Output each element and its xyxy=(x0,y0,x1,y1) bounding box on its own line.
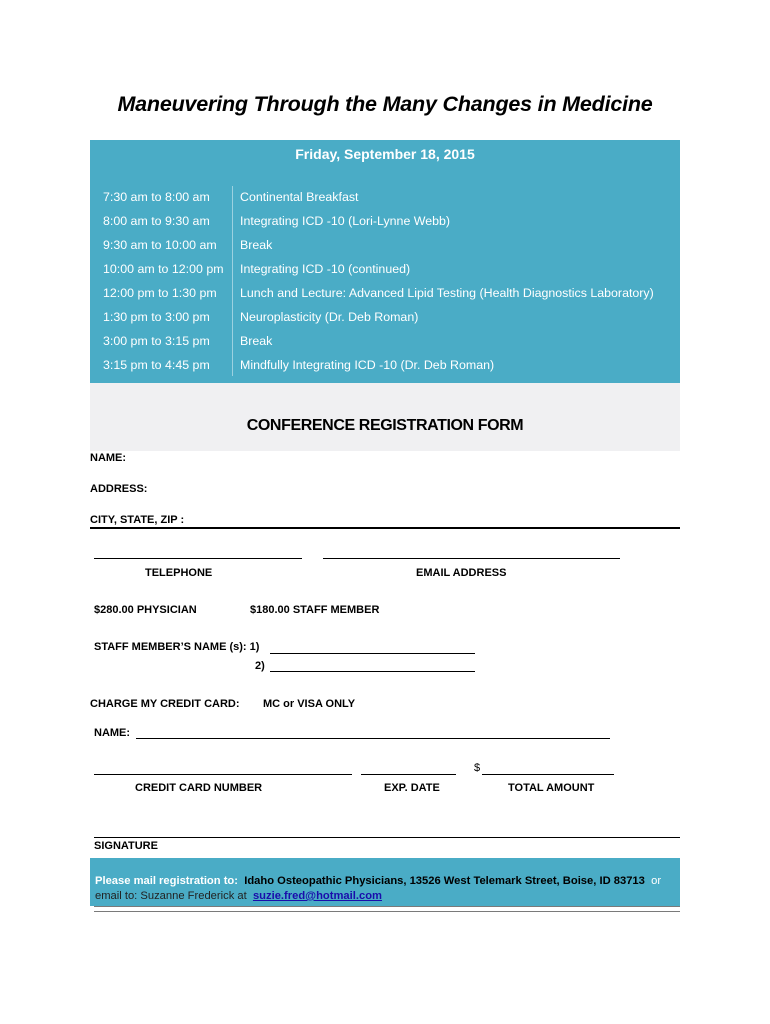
card-number-line[interactable] xyxy=(94,774,352,775)
schedule-event: Integrating ICD -10 (Lori-Lynne Webb) xyxy=(240,214,451,228)
name-label: NAME: xyxy=(90,452,127,464)
schedule-row xyxy=(90,214,680,234)
schedule-event: Lunch and Lecture: Advanced Lipid Testing (Health Diagnostics Laboratory) xyxy=(240,286,654,300)
staff-name-2-line[interactable] xyxy=(270,671,475,672)
exp-date-line[interactable] xyxy=(361,774,456,775)
telephone-label: TELEPHONE xyxy=(145,567,213,579)
staff-fee: $180.00 STAFF MEMBER xyxy=(250,604,380,616)
schedule-time: 3:15 pm to 4:45 pm xyxy=(103,358,210,372)
city-field-line[interactable] xyxy=(90,527,680,529)
email-line xyxy=(95,890,382,902)
schedule-row xyxy=(90,334,680,354)
email-link[interactable]: suzie.fred@hotmail.com xyxy=(252,890,382,902)
schedule-row xyxy=(90,358,680,378)
schedule-event: Continental Breakfast xyxy=(240,190,359,204)
physician-fee: $280.00 PHYSICIAN xyxy=(94,604,197,616)
schedule-event: Break xyxy=(240,334,273,348)
schedule-event: Neuroplasticity (Dr. Deb Roman) xyxy=(240,310,419,324)
card-number-label: CREDIT CARD NUMBER xyxy=(135,782,263,794)
total-amount-line[interactable] xyxy=(482,774,614,775)
schedule-time: 8:00 am to 9:30 am xyxy=(103,214,210,228)
schedule-event: Mindfully Integrating ICD -10 (Dr. Deb Roman) xyxy=(240,358,495,372)
card-types-note: MC or VISA ONLY xyxy=(263,698,356,710)
schedule-time: 1:30 pm to 3:00 pm xyxy=(103,310,210,324)
schedule-time: 12:00 pm to 1:30 pm xyxy=(103,286,217,300)
card-name-line[interactable] xyxy=(136,738,610,739)
schedule-date: Friday, September 18, 2015 xyxy=(295,146,475,162)
mail-divider xyxy=(94,911,680,912)
mail-divider xyxy=(94,906,680,907)
email-address-label: EMAIL ADDRESS xyxy=(416,567,507,579)
email-field-line[interactable] xyxy=(323,558,620,559)
schedule-time: 9:30 am to 10:00 am xyxy=(103,238,217,252)
charge-card-label: CHARGE MY CREDIT CARD: xyxy=(90,698,240,710)
schedule-panel xyxy=(90,140,680,383)
exp-date-label: EXP. DATE xyxy=(384,782,440,794)
form-title: CONFERENCE REGISTRATION FORM xyxy=(246,417,524,434)
schedule-row xyxy=(90,190,680,210)
city-state-zip-label: CITY, STATE, ZIP : xyxy=(90,514,185,526)
page-title: Maneuvering Through the Many Changes in Medicine xyxy=(117,92,653,116)
mail-lead: Please mail registration to: xyxy=(95,875,238,887)
mail-address: Idaho Osteopathic Physicians, 13526 West Telemark Street, Boise, ID 83713 xyxy=(244,875,645,887)
schedule-time: 10:00 am to 12:00 pm xyxy=(103,262,224,276)
registration-header-band xyxy=(90,383,680,451)
address-label: ADDRESS: xyxy=(90,483,148,495)
schedule-row xyxy=(90,238,680,258)
total-amount-label: TOTAL AMOUNT xyxy=(508,782,595,794)
mail-or: or xyxy=(651,875,662,887)
staff-names-label: STAFF MEMBER’S NAME (s): 1) xyxy=(94,641,260,653)
telephone-field-line[interactable] xyxy=(94,558,302,559)
schedule-event: Integrating ICD -10 (continued) xyxy=(240,262,411,276)
card-name-label: NAME: xyxy=(94,727,131,739)
dollar-sign: $ xyxy=(474,762,481,774)
schedule-time: 7:30 am to 8:00 am xyxy=(103,190,210,204)
schedule-row xyxy=(90,286,680,306)
staff-name-2-label: 2) xyxy=(255,660,265,672)
schedule-row xyxy=(90,262,680,282)
signature-label: SIGNATURE xyxy=(94,840,158,852)
mail-instructions-box xyxy=(90,858,680,906)
schedule-row xyxy=(90,310,680,330)
email-lead: email to: Suzanne Frederick at xyxy=(95,890,247,902)
schedule-time: 3:00 pm to 3:15 pm xyxy=(103,334,210,348)
staff-name-1-line[interactable] xyxy=(270,653,475,654)
signature-line[interactable] xyxy=(94,837,680,838)
schedule-event: Break xyxy=(240,238,273,252)
mail-line xyxy=(95,875,661,887)
